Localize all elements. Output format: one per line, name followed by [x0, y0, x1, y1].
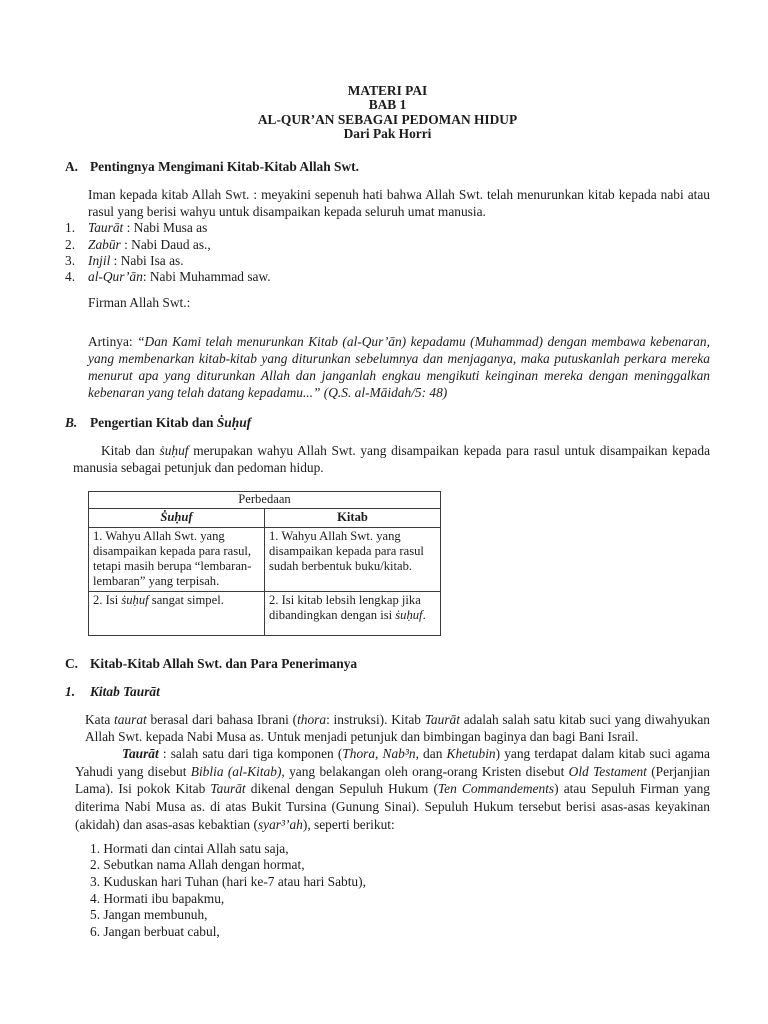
- list-item: [65, 220, 710, 236]
- perbedaan-table: [88, 491, 441, 636]
- section-c-heading: [65, 655, 710, 672]
- table-header-row: [89, 508, 441, 527]
- list-item-number: 4.: [65, 269, 76, 285]
- title-line-4: Dari Pak Horri: [343, 125, 432, 141]
- table-title-row: [89, 491, 441, 508]
- section-b-label: B.: [65, 414, 78, 430]
- list-item-number: 1.: [65, 220, 76, 236]
- commandment-item: 2. Sebutkan nama Allah dengan hormat,: [90, 857, 305, 873]
- table-cell-kitab-1: 1. Wahyu Allah Swt. yang disampaikan kepada para rasul sudah berbentuk buku/kitab.: [265, 527, 441, 591]
- commandment-item: 5. Jangan membunuh,: [90, 907, 208, 923]
- title-line-1: MATERI PAI: [347, 83, 428, 98]
- subsection-taurat-heading: [65, 683, 710, 700]
- commandment-item: 1. Hormati dan cintai Allah satu saja,: [90, 840, 289, 856]
- commandment-item: 3. Kuduskan hari Tuhan (hari ke-7 atau hari Sabtu),: [90, 873, 366, 889]
- list-item: [65, 269, 710, 285]
- taurat-paragraph-2: Taurāt : salah satu dari tiga komponen (Thora, Nab³n, dan Khetubin) yang terdapat dalam kitab suci agama Yahudi yang disebut Biblia (al-Kitab), yang belakangan oleh orang-orang Kristen disebut Old Testament (Perjanjian Lama). Isi pokok Kitab Taurāt dikenal dengan Sepuluh Hukum (Ten Commandements) atau Sepuluh Firman yang diterima Nabi Musa as. di atas Bukit Tursina (Gunung Sinai). Sepuluh Hukum tersebut berisi asas-asas keyakinan (akidah) dan asas-asas kebaktian (syar³’ah), seperti berikut:: [75, 745, 710, 832]
- column-header-suhuf: Ṡuḥuf: [89, 508, 265, 527]
- section-a-heading: [65, 158, 710, 175]
- list-item-text: Injil : Nabi Isa as.: [88, 253, 184, 268]
- taurat-paragraph-1: Kata taurat berasal dari bahasa Ibrani (thora: instruksi). Kitab Taurāt adalah salah satu kitab suci yang diwahyukan Allah Swt. kepada Nabi Musa as. Untuk menjadi petunjuk dan bimbingan baginya dan bagi Bani Israil.: [85, 711, 710, 744]
- list-item-number: 3.: [65, 253, 76, 268]
- section-a-heading-text: Pentingnya Mengimani Kitab-Kitab Allah Swt.: [90, 159, 359, 175]
- title-line-3: AL-QUR’AN SEBAGAI PEDOMAN HIDUP: [257, 111, 518, 127]
- subsection-taurat-label: 1.: [65, 683, 76, 699]
- commandment-item: 6. Jangan berbuat cabul,: [90, 923, 220, 939]
- list-item: [65, 253, 710, 269]
- table-cell-suhuf-1: 1. Wahyu Allah Swt. yang disampaikan kepada para rasul, tetapi masih berupa “lembaran-lembaran” yang terpisah.: [89, 527, 265, 591]
- table-row: [89, 527, 441, 591]
- section-b-heading-text: Pengertian Kitab dan Ṡuḥuf: [90, 414, 252, 430]
- list-item-text: Taurāt : Nabi Musa as: [88, 220, 208, 236]
- commandments-list: [90, 841, 710, 941]
- column-header-kitab: Kitab: [265, 508, 441, 527]
- subsection-taurat-heading-text: Kitab Taurāt: [90, 683, 160, 699]
- table-title: Perbedaan: [89, 491, 441, 508]
- table-row: [89, 591, 441, 635]
- firman-line: Firman Allah Swt.:: [88, 294, 191, 310]
- title-line-2: BAB 1: [368, 97, 407, 113]
- list-item-number: 2.: [65, 236, 76, 252]
- section-c-heading-text: Kitab-Kitab Allah Swt. dan Para Penerimanya: [90, 655, 358, 671]
- quran-translation: Artinya: “Dan Kami telah menurunkan Kitab (al-Qur’ān) kepadamu (Muhammad) dengan membawa kebenaran, yang membenarkan kitab-kitab yang diturunkan sebelumnya dan menjaganya, maka putuskanlah perkara mereka menurut apa yang diturunkan Allah dan janganlah engkau mengikuti keinginan mereka dengan meninggalkan kebenaran yang telah datang kepadamu...” (Q.S. al-Māidah/5: 48): [88, 333, 710, 400]
- table-cell-kitab-2: 2. Isi kitab lebsih lengkap jika dibandingkan dengan isi ṡuḥuf.: [265, 591, 441, 635]
- section-c-label: C.: [65, 655, 79, 671]
- list-item: [65, 237, 710, 253]
- document-title: [65, 84, 710, 141]
- section-a-intro: Iman kepada kitab Allah Swt. : meyakini sepenuh hati bahwa Allah Swt. telah menurunkan kitab kepada nabi atau rasul yang berisi wahyu untuk disampaikan kepada seluruh umat manusia.: [88, 187, 710, 220]
- section-b-heading: [65, 414, 710, 431]
- list-item-text: Zabūr : Nabi Daud as.,: [88, 236, 211, 252]
- section-a-label: A.: [65, 159, 79, 175]
- commandment-item: 4. Hormati ibu bapakmu,: [90, 890, 225, 906]
- section-b-intro: Kitab dan ṡuḥuf merupakan wahyu Allah Swt. yang disampaikan kepada para rasul untuk disampaikan kepada manusia sebagai petunjuk dan pedoman hidup.: [73, 442, 711, 475]
- list-item-text: al-Qur’ān: Nabi Muhammad saw.: [88, 269, 271, 285]
- table-cell-suhuf-2: 2. Isi ṡuḥuf sangat simpel.: [89, 591, 265, 635]
- holy-books-list: [65, 220, 710, 286]
